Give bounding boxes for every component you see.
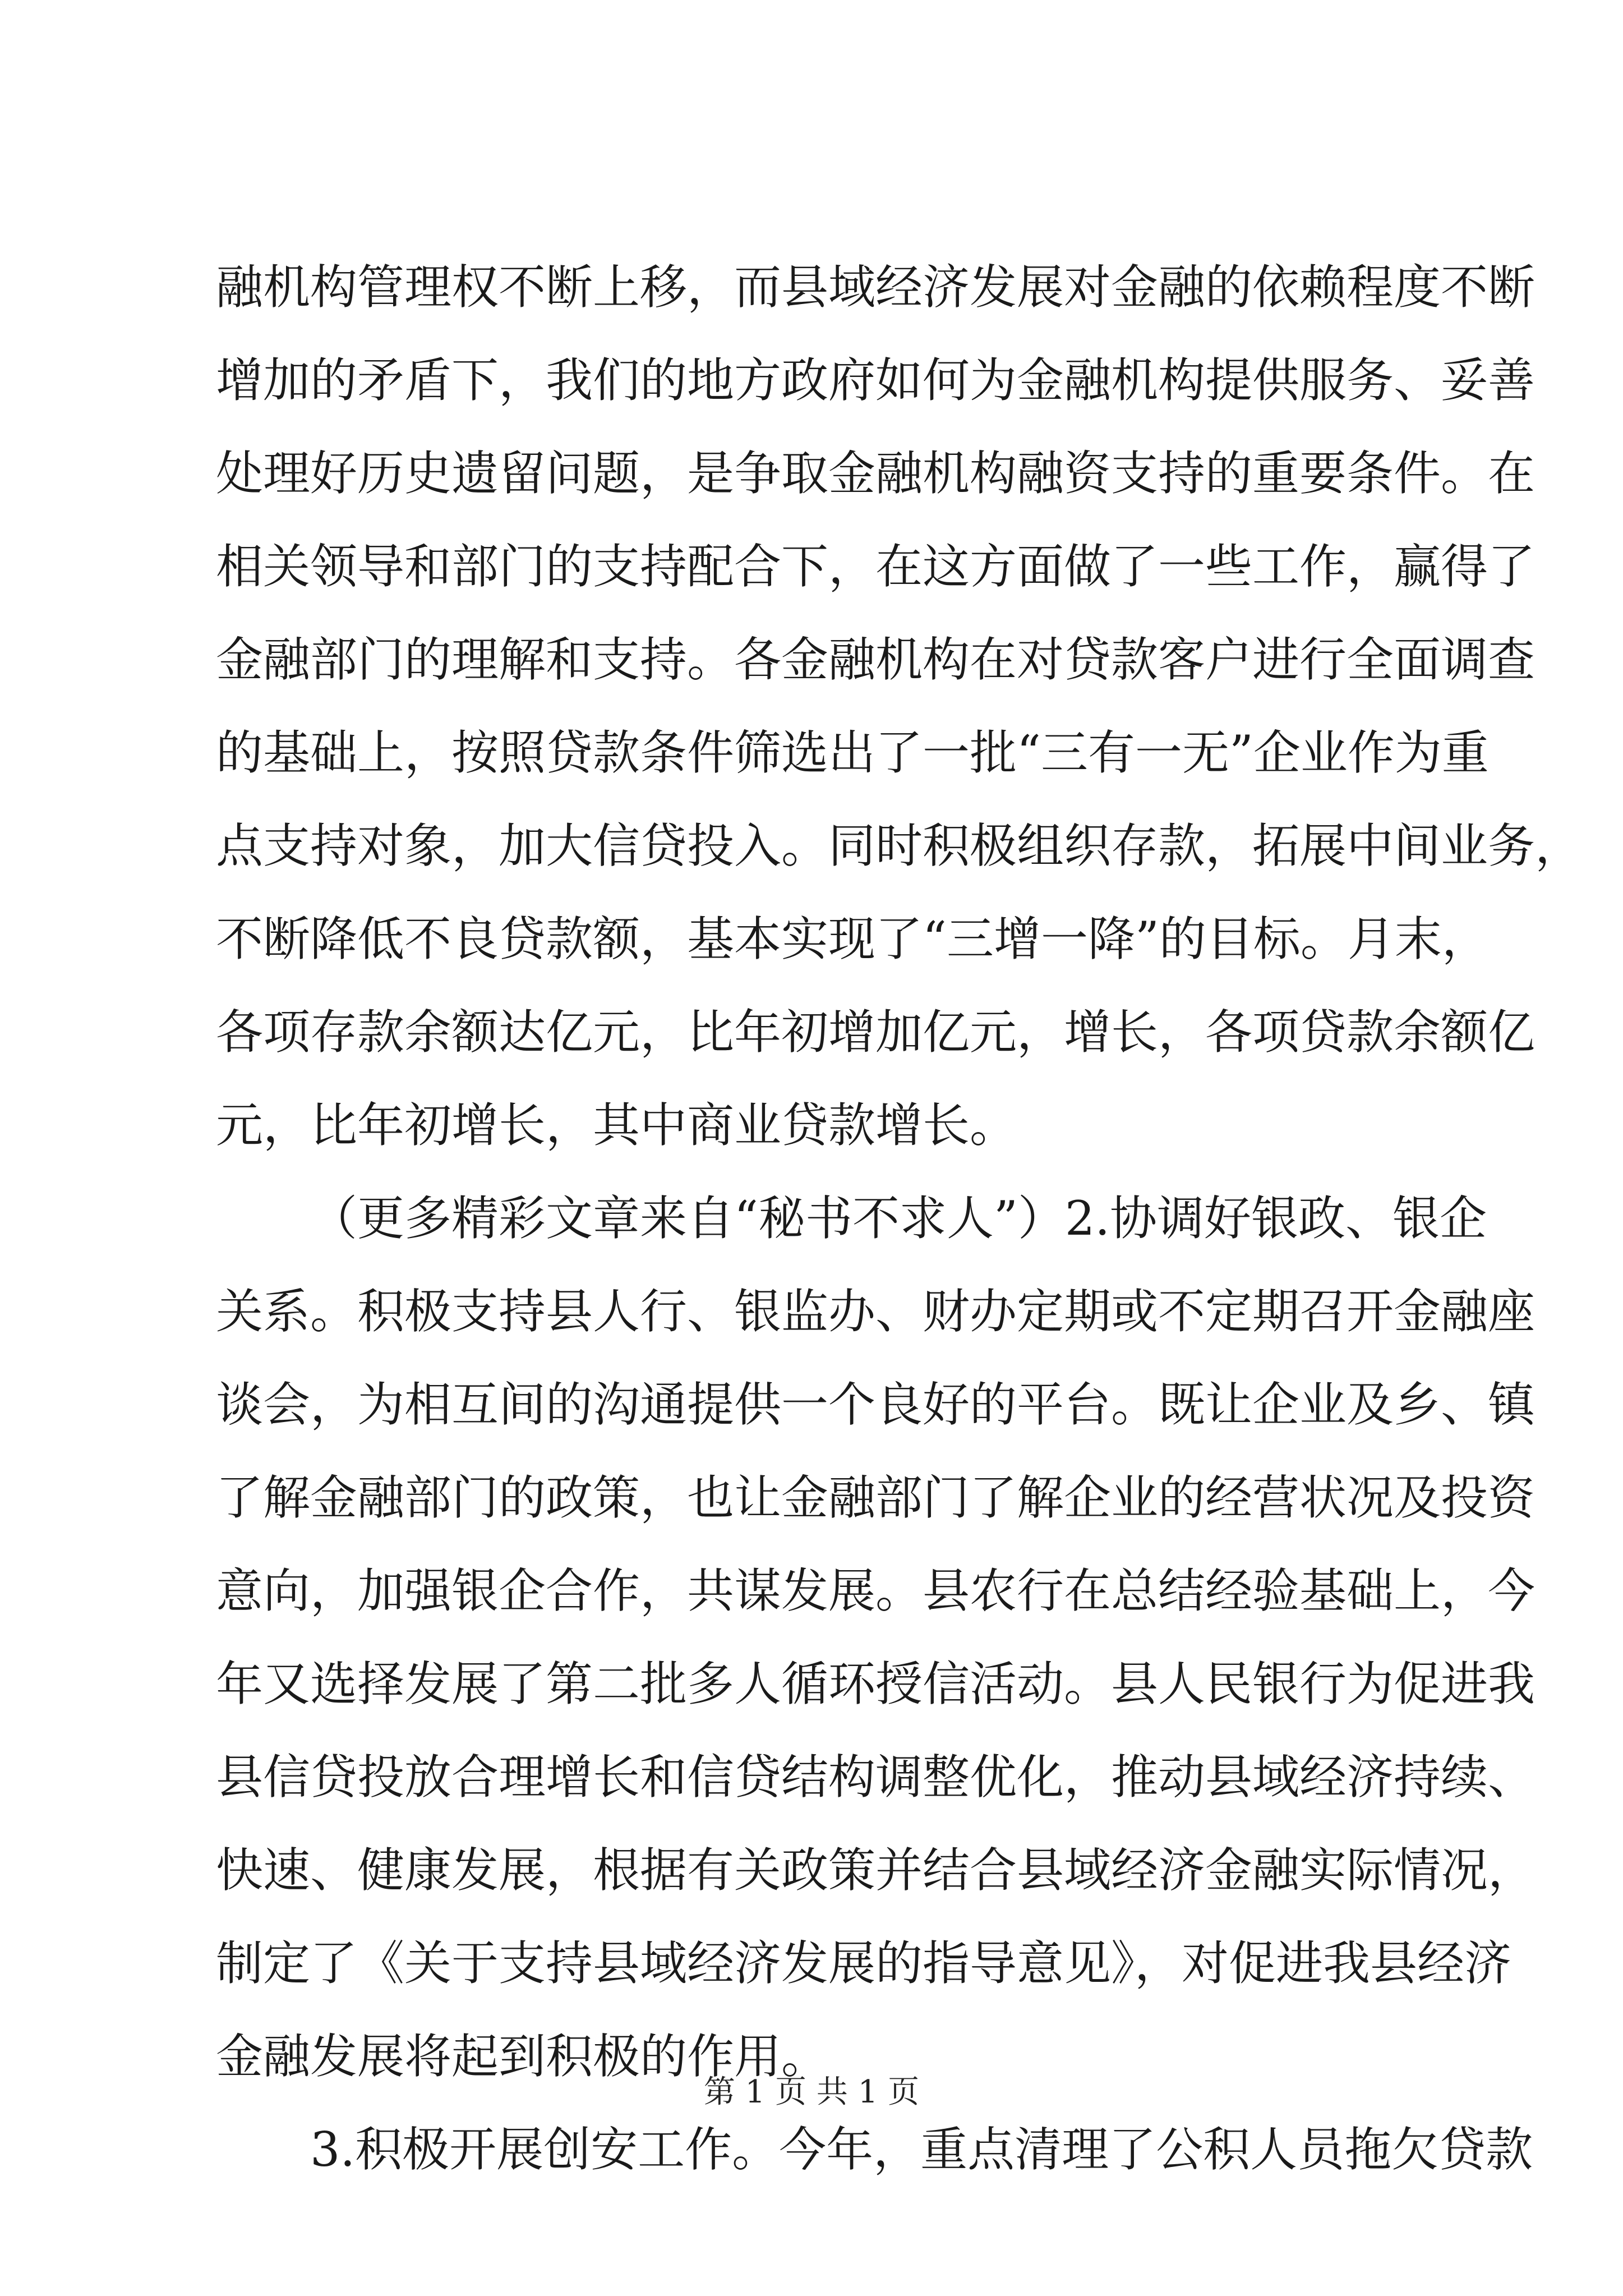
text-line: 制定了《关于支持县域经济发展的指导意见》，对促进我县经济: [216, 1936, 1512, 1991]
text-line: 各项存款余额达亿元，比年初增加亿元，增长，各项贷款余额亿: [216, 1005, 1536, 1060]
text-line: 相关领导和部门的支持配合下，在这方面做了一些工作，赢得了: [216, 539, 1536, 594]
text-line: 处理好历史遗留问题，是争取金融机构融资支持的重要条件。在: [216, 446, 1536, 501]
text-line: （更多精彩文章来自“秘书不求人”）2.协调好银政、银企: [310, 1191, 1487, 1246]
text-line: 的基础上，按照贷款条件筛选出了一批“三有一无”企业作为重: [216, 725, 1489, 780]
text-line: 了解金融部门的政策，也让金融部门了解企业的经营状况及投资: [216, 1470, 1536, 1525]
text-line: 县信贷投放合理增长和信贷结构调整优化，推动县域经济持续、: [216, 1750, 1536, 1805]
text-line: 点支持对象，加大信贷投入。同时积极组织存款，拓展中间业务，: [216, 818, 1583, 873]
text-line: 元，比年初增长，其中商业贷款增长。: [216, 1098, 1017, 1153]
document-body: [216, 258, 1583, 2214]
text-line: 快速、健康发展，根据有关政策并结合县域经济金融实际情况，: [216, 1843, 1536, 1898]
text-line: 不断降低不良贷款额，基本实现了“三增一降”的目标。月末，: [216, 912, 1489, 967]
text-line: 关系。积极支持县人行、银监办、财办定期或不定期召开金融座: [216, 1284, 1536, 1339]
text-line: 金融部门的理解和支持。各金融机构在对贷款客户进行全面调查: [216, 632, 1536, 687]
text-line: 融机构管理权不断上移，而县域经济发展对金融的依赖程度不断: [216, 260, 1536, 315]
text-line: 谈会，为相互间的沟通提供一个良好的平台。既让企业及乡、镇: [216, 1377, 1536, 1432]
page-footer: 第 1 页 共 1 页: [703, 2074, 920, 2110]
text-line: 年又选择发展了第二批多人循环授信活动。县人民银行为促进我: [216, 1657, 1536, 1711]
text-line: 金融发展将起到积极的作用。: [216, 2029, 829, 2084]
text-line: 增加的矛盾下，我们的地方政府如何为金融机构提供服务、妥善: [216, 353, 1536, 408]
text-line: 3.积极开展创安工作。今年，重点清理了公积人员拖欠贷款: [310, 2122, 1533, 2177]
text-line: 意向，加强银企合作，共谋发展。县农行在总结经验基础上，今: [216, 1563, 1536, 1618]
